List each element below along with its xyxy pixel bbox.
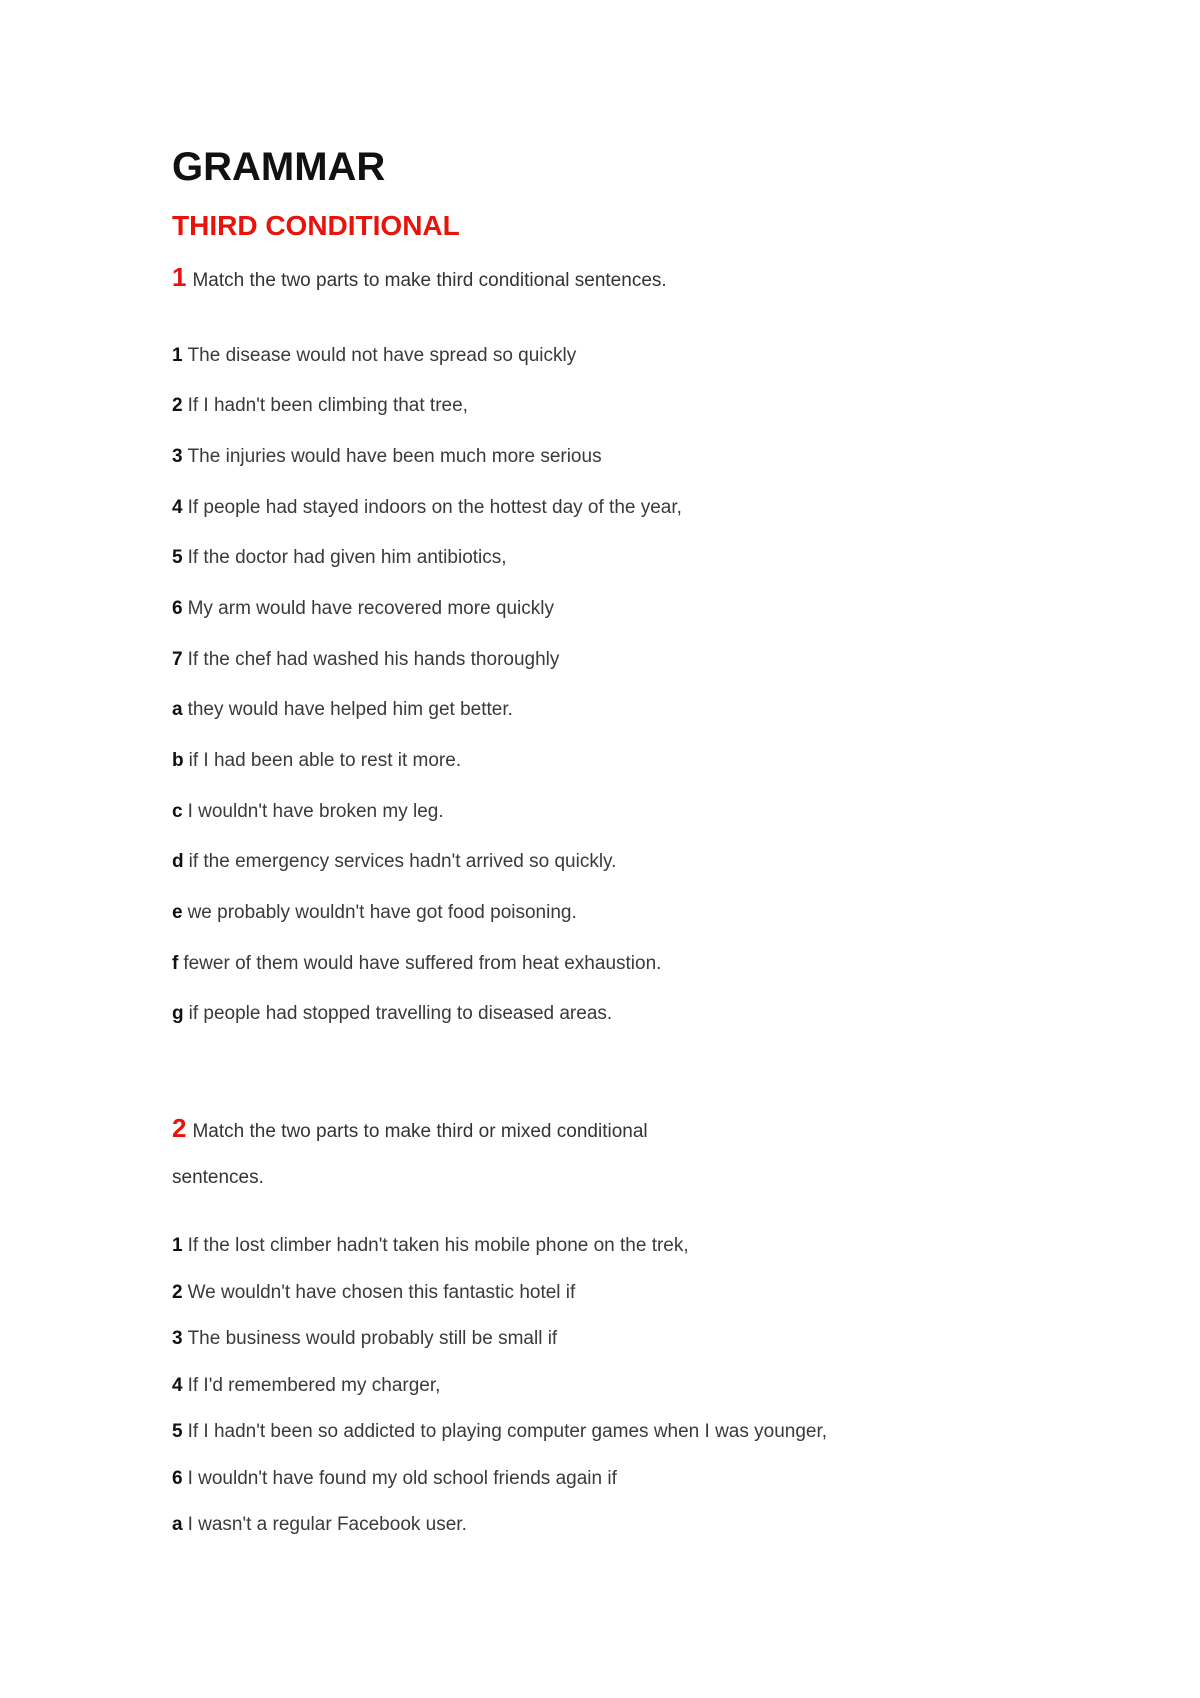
section-subtitle: THIRD CONDITIONAL bbox=[172, 210, 460, 241]
item-text: I wouldn't have found my old school friends again if bbox=[187, 1468, 617, 1489]
item-key: 3 bbox=[172, 1328, 183, 1349]
item-key: c bbox=[172, 801, 183, 822]
item-text: If the chef had washed his hands thoroughly bbox=[187, 649, 560, 670]
list-item bbox=[172, 952, 661, 976]
item-key: 2 bbox=[172, 1282, 183, 1303]
item-key: 1 bbox=[172, 1235, 183, 1256]
item-key: e bbox=[172, 902, 183, 923]
item-key: 6 bbox=[172, 1468, 183, 1489]
item-key: 4 bbox=[172, 497, 183, 518]
list-item bbox=[172, 1002, 612, 1026]
item-text: if people had stopped travelling to diseased areas. bbox=[188, 1003, 613, 1024]
item-key: 2 bbox=[172, 395, 183, 416]
item-text: If the doctor had given him antibiotics, bbox=[187, 547, 507, 568]
exercise-2-number: 2 bbox=[172, 1113, 187, 1143]
item-key: 5 bbox=[172, 547, 183, 568]
item-key: a bbox=[172, 1514, 183, 1535]
item-text: My arm would have recovered more quickly bbox=[187, 598, 554, 619]
list-item bbox=[172, 1420, 827, 1444]
list-item bbox=[172, 698, 513, 722]
item-text: The disease would not have spread so quickly bbox=[187, 345, 577, 366]
item-text: fewer of them would have suffered from heat exhaustion. bbox=[183, 953, 662, 974]
list-item bbox=[172, 800, 444, 824]
exercise-1-instruction-text: Match the two parts to make third conditional sentences. bbox=[192, 270, 667, 291]
item-key: a bbox=[172, 699, 183, 720]
item-text: If I hadn't been so addicted to playing computer games when I was younger, bbox=[187, 1421, 828, 1442]
item-key: g bbox=[172, 1003, 184, 1024]
item-text: If I hadn't been climbing that tree, bbox=[187, 395, 468, 416]
item-text: if I had been able to rest it more. bbox=[188, 750, 462, 771]
list-item bbox=[172, 344, 576, 368]
item-key: f bbox=[172, 953, 179, 974]
item-text: we probably wouldn't have got food poisoning. bbox=[187, 902, 577, 923]
item-text: If the lost climber hadn't taken his mobile phone on the trek, bbox=[187, 1235, 689, 1256]
item-text: If people had stayed indoors on the hottest day of the year, bbox=[187, 497, 682, 518]
item-key: 7 bbox=[172, 649, 183, 670]
item-key: 6 bbox=[172, 598, 183, 619]
list-item bbox=[172, 1234, 689, 1258]
list-item bbox=[172, 1374, 440, 1398]
item-key: 1 bbox=[172, 345, 183, 366]
item-key: 4 bbox=[172, 1375, 183, 1396]
exercise-1-number: 1 bbox=[172, 262, 187, 292]
exercise-2-instruction bbox=[172, 1113, 648, 1147]
list-item bbox=[172, 597, 554, 621]
item-text: The injuries would have been much more serious bbox=[187, 446, 602, 467]
list-item bbox=[172, 1281, 575, 1305]
list-item bbox=[172, 1467, 617, 1491]
item-text: If I'd remembered my charger, bbox=[187, 1375, 441, 1396]
exercise-2-instruction-continued: sentences. bbox=[172, 1167, 264, 1188]
list-item bbox=[172, 749, 461, 773]
list-item bbox=[172, 445, 602, 469]
list-item bbox=[172, 496, 682, 520]
item-key: 3 bbox=[172, 446, 183, 467]
item-text: We wouldn't have chosen this fantastic hotel if bbox=[187, 1282, 576, 1303]
item-text: The business would probably still be small if bbox=[187, 1328, 558, 1349]
exercise-2-instruction-text: Match the two parts to make third or mixed conditional bbox=[192, 1121, 648, 1142]
item-key: d bbox=[172, 851, 184, 872]
item-text: I wouldn't have broken my leg. bbox=[187, 801, 444, 822]
page-title: GRAMMAR bbox=[172, 145, 386, 189]
item-text: I wasn't a regular Facebook user. bbox=[187, 1514, 467, 1535]
item-text: if the emergency services hadn't arrived so quickly. bbox=[188, 851, 617, 872]
item-text: they would have helped him get better. bbox=[187, 699, 513, 720]
list-item bbox=[172, 1327, 557, 1351]
list-item bbox=[172, 648, 559, 672]
exercise-1-instruction bbox=[172, 262, 667, 296]
list-item bbox=[172, 394, 468, 418]
list-item bbox=[172, 901, 577, 925]
item-key: b bbox=[172, 750, 184, 771]
item-key: 5 bbox=[172, 1421, 183, 1442]
list-item bbox=[172, 850, 616, 874]
list-item bbox=[172, 1513, 467, 1537]
list-item bbox=[172, 546, 507, 570]
